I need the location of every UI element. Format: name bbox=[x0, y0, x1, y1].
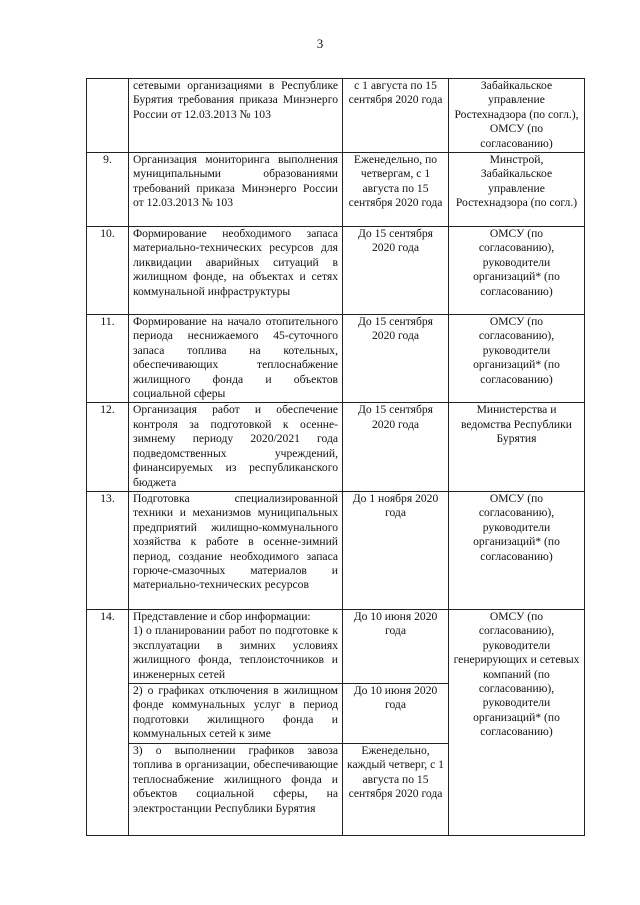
responsible-text: Минстрой, Забайкальское управление Ростехнадзора (по согл.) bbox=[455, 153, 578, 210]
deadline-text: До 10 июня 2020 года bbox=[353, 609, 438, 638]
responsible-text: ОМСУ (по согласованию), руководители генерирующих и сетевых компаний (по согласованию), руководители организаций* (по согласованию) bbox=[453, 609, 580, 739]
task-cell bbox=[129, 79, 343, 153]
deadline-text: До 1 ноября 2020 года bbox=[352, 491, 439, 520]
row-number: 14. bbox=[87, 609, 129, 835]
task-cell bbox=[129, 743, 343, 835]
deadline-cell bbox=[343, 153, 449, 227]
table-row bbox=[87, 153, 585, 227]
responsible-cell bbox=[449, 227, 585, 315]
deadline-cell bbox=[343, 403, 449, 491]
row-number: 11. bbox=[87, 315, 129, 403]
task-text: сетевыми организациями в Республике Бурятия требования приказа Минэнерго России от 12.03.2013 № 103 bbox=[133, 79, 338, 121]
responsible-cell bbox=[449, 609, 585, 835]
deadline-text: с 1 августа по 15 сентября 2020 года bbox=[348, 79, 443, 107]
table-row bbox=[87, 79, 585, 153]
task-text: Представление и сбор информации: 1) о планировании работ по подготовке к эксплуатации в зимних условиях жилищного фонда, теплоисточников и инженерных сетей bbox=[133, 609, 338, 681]
responsible-cell bbox=[449, 79, 585, 153]
deadline-text: До 15 сентября 2020 года bbox=[357, 227, 433, 255]
deadline-cell bbox=[343, 491, 449, 609]
task-cell bbox=[129, 315, 343, 403]
responsible-text: Министерства и ведомства Республики Бурятия bbox=[461, 403, 572, 446]
deadline-cell bbox=[343, 79, 449, 153]
task-cell bbox=[129, 153, 343, 227]
table-row bbox=[87, 227, 585, 315]
page-number: 3 bbox=[316, 36, 324, 51]
responsible-cell bbox=[449, 403, 585, 491]
deadline-text: До 15 сентября 2020 года bbox=[357, 403, 433, 431]
deadline-text: До 10 июня 2020 года bbox=[353, 683, 438, 712]
deadline-text: Еженедельно, каждый четверг, с 1 августа по 15 сентября 2020 года bbox=[347, 743, 444, 801]
responsible-cell bbox=[449, 153, 585, 227]
table-row bbox=[87, 491, 585, 609]
responsible-text: ОМСУ (по согласованию), руководители организаций* (по согласованию) bbox=[473, 491, 560, 563]
deadline-cell bbox=[343, 683, 449, 743]
task-cell bbox=[129, 683, 343, 743]
row-number: 12. bbox=[87, 403, 129, 491]
responsible-cell bbox=[449, 315, 585, 403]
task-cell bbox=[129, 403, 343, 491]
activity-plan-table bbox=[86, 78, 585, 836]
table-row bbox=[87, 403, 585, 491]
task-cell bbox=[129, 609, 343, 683]
row-number: 13. bbox=[87, 491, 129, 609]
row-number bbox=[87, 79, 129, 153]
responsible-cell bbox=[449, 491, 585, 609]
task-cell bbox=[129, 491, 343, 609]
row-number: 9. bbox=[87, 153, 129, 227]
row-number: 10. bbox=[87, 227, 129, 315]
task-text: Формирование на начало отопительного периода неснижаемого 45-суточного запаса топлива на котельных, обеспечивающих теплоснабжение жилищного фонда и объектов социальной сферы bbox=[133, 315, 338, 401]
deadline-cell bbox=[343, 227, 449, 315]
deadline-cell bbox=[343, 609, 449, 683]
task-text: Формирование необходимого запаса материально-технических ресурсов для ликвидации аварийных ситуаций в жилищном фонде, на объектах и сетях коммунальной инфраструктуры bbox=[133, 227, 338, 298]
responsible-text: ОМСУ (по согласованию), руководители организаций* (по согласованию) bbox=[473, 315, 560, 386]
task-text: Организация работ и обеспечение контроля за подготовкой к осенне-зимнему периоду 2020/2021 года подведомственных учреждений, финансируемых из республиканского бюджета bbox=[133, 403, 338, 489]
task-text: Организация мониторинга выполнения муниципальными образованиями требований приказа Минэнерго России от 12.03.2013 № 103 bbox=[133, 153, 338, 210]
task-text: Подготовка специализированной техники и механизмов муниципальных предприятий жилищно-коммунального хозяйства к работе в осенне-зимний период, создание необходимого запаса горюче-смазочных материалов и материально-технических ресурсов bbox=[133, 491, 338, 592]
table-row bbox=[87, 315, 585, 403]
deadline-cell bbox=[343, 743, 449, 835]
deadline-text: До 15 сентября 2020 года bbox=[357, 315, 433, 343]
deadline-text: Еженедельно, по четвергам, с 1 августа по 15 сентября 2020 года bbox=[348, 153, 443, 210]
task-text: 3) о выполнении графиков завоза топлива в организации, обеспечивающие теплоснабжение жилищного фонда и объектов социальной сферы, на электростанции Республики Бурятия bbox=[133, 743, 338, 815]
task-text: 2) о графиках отключения в жилищном фонде коммунальных услуг в период подготовки жилищного фонда и коммунальных сетей к зиме bbox=[133, 683, 338, 741]
table-row bbox=[87, 609, 585, 683]
deadline-cell bbox=[343, 315, 449, 403]
responsible-text: ОМСУ (по согласованию), руководители организаций* (по согласованию) bbox=[473, 227, 560, 298]
task-cell bbox=[129, 227, 343, 315]
responsible-text: Забайкальское управление Ростехнадзора (по согл.), ОМСУ (по согласованию) bbox=[454, 79, 579, 150]
